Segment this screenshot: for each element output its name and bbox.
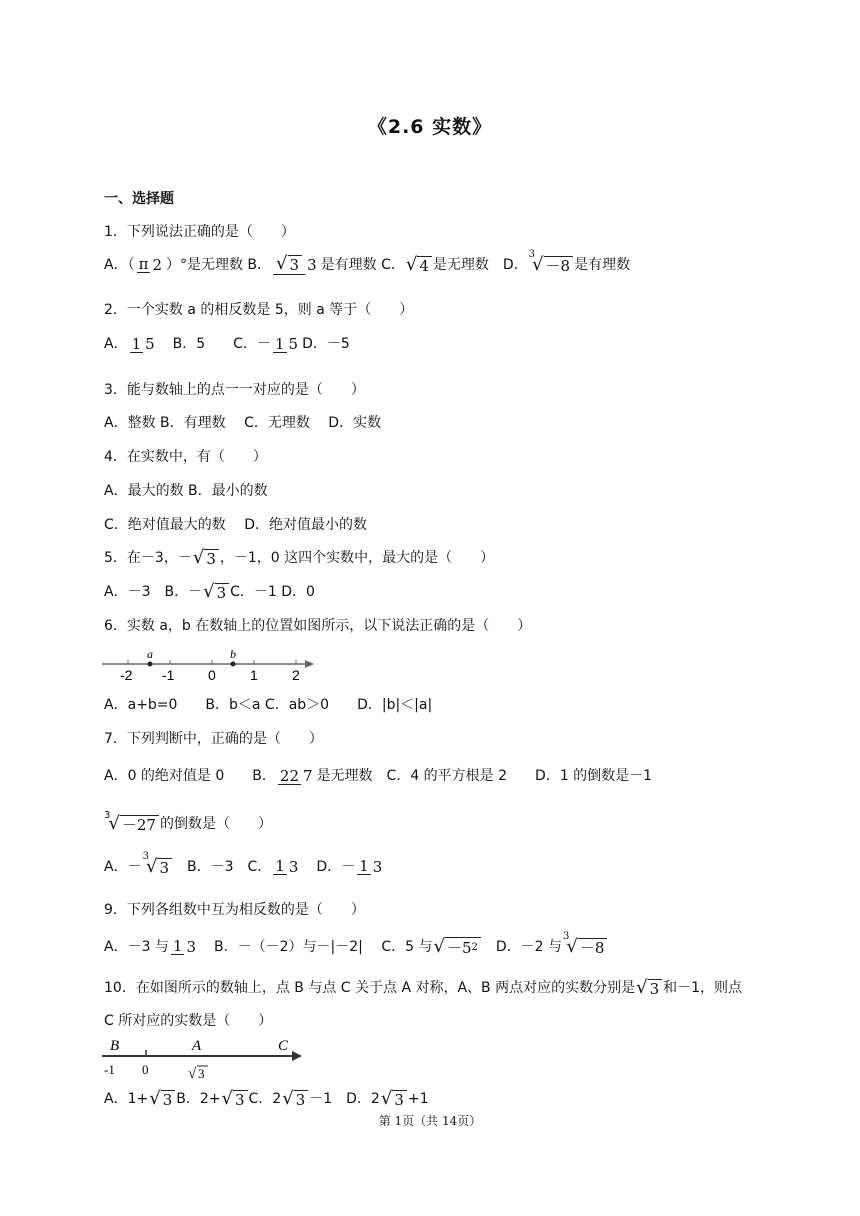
- q9-stem: 9．下列各组数中互为相反数的是（ ）: [104, 902, 365, 918]
- q8-stem: 3√ －27 的倒数是（ ）: [104, 809, 272, 834]
- fraction-1-3: 1 3: [172, 937, 197, 956]
- sqrt-3: √ 3: [282, 1088, 308, 1109]
- svg-text:2: 2: [292, 667, 300, 683]
- svg-text:-1: -1: [162, 667, 175, 683]
- svg-text:a: a: [147, 647, 153, 661]
- svg-text:A: A: [192, 1038, 202, 1054]
- q2-stem: 2．一个实数 a 的相反数是 5，则 a 等于（ ）: [104, 302, 414, 318]
- svg-text:0: 0: [142, 1062, 149, 1077]
- fraction-1-5-neg: 1 5: [274, 334, 299, 354]
- q6-stem: 6．实数 a，b 在数轴上的位置如图所示，以下说法正确的是（ ）: [104, 618, 532, 634]
- q10-number-line: [100, 1038, 310, 1084]
- svg-text:1: 1: [250, 667, 258, 683]
- page-footer: 第 1页（共 14页）: [378, 1114, 482, 1128]
- q5-options: A．－3 B．－√ 3 C．－1 D．0: [104, 581, 315, 602]
- cuberoot-neg8: 3√ －8: [529, 254, 573, 275]
- q10-stem-1: 10．在如图所示的数轴上，点 B 与点 C 关于点 A 对称，A、B 两点对应的实数分别是√ 3 和－1，则点: [104, 977, 743, 998]
- q4-options-2: C．绝对值最大的数 D．绝对值最小的数: [104, 517, 368, 533]
- sqrt-4: √ 4: [406, 254, 432, 275]
- q2-options: A． 1 5 B．5 C．－ 1 5D．－5: [104, 334, 350, 354]
- page-title: 《2.6 实数》: [367, 116, 493, 138]
- q9-options: A．－3 与 1 3 B．－（－2）与－|－2| C．5 与√ －52 D．－2 与3√ －8: [104, 936, 608, 957]
- svg-text:b: b: [230, 647, 236, 661]
- fraction-1-5: 1 5: [131, 334, 155, 354]
- q1-options: A．（ π 2 ）°是无理数 B． √ 3 3 是有理数 C．√ 4 是无理数 D．3√ －8 是有理数: [104, 249, 631, 275]
- cuberoot-neg8: 3√ －8: [563, 936, 607, 957]
- q10-options: A．1+√ 3 B．2+√ 3 C．2√ 3 －1 D．2√ 3 +1: [104, 1088, 429, 1109]
- cuberoot-3: 3√ 3: [143, 856, 172, 877]
- svg-text:C: C: [278, 1038, 289, 1054]
- sqrt3-over-3: √ 3 3: [273, 254, 319, 275]
- fraction-22-7: 22 7: [279, 766, 313, 786]
- q3-options: A．整数 B．有理数 C．无理数 D．实数: [104, 415, 382, 431]
- section-heading: 一、选择题: [104, 191, 174, 207]
- svg-text:-1: -1: [104, 1062, 115, 1077]
- q10-stem-2: C 所对应的实数是（ ）: [104, 1013, 273, 1029]
- sqrt-3: √ 3: [203, 581, 229, 602]
- sqrt-3: √ 3: [222, 1088, 248, 1109]
- sqrt-3: √ 3: [193, 547, 219, 568]
- sqrt-neg5-squared: √ －52: [433, 936, 480, 957]
- svg-text:B: B: [110, 1038, 120, 1054]
- svg-text:-2: -2: [120, 667, 133, 683]
- sqrt-3: √ 3: [149, 1088, 175, 1109]
- sqrt-3: √ 3: [381, 1088, 407, 1109]
- cuberoot-neg27: √ －27: [108, 813, 159, 834]
- q7-options: A．0 的绝对值是 0 B． 22 7 是无理数 C．4 的平方根是 2 D．1 的倒数是－1: [104, 766, 653, 786]
- pi-over-2: π 2: [138, 255, 162, 274]
- q3-stem: 3．能与数轴上的点一一对应的是（ ）: [104, 382, 365, 398]
- fraction-1-3-neg: 1 3: [359, 857, 383, 876]
- q6-number-line: [100, 646, 320, 686]
- svg-text:3: 3: [198, 1066, 205, 1081]
- q4-stem: 4．在实数中，有（ ）: [104, 449, 267, 465]
- q8-options: A．－3√ 3 B．－3 C． 1 3 D．－ 1 3: [104, 851, 383, 877]
- svg-text:√: √: [188, 1066, 197, 1082]
- q5-stem: 5．在－3，－√ 3 ，－1，0 这四个实数中，最大的是（ ）: [104, 547, 495, 568]
- q4-options-1: A．最大的数 B．最小的数: [104, 483, 268, 499]
- svg-text:0: 0: [208, 667, 216, 683]
- q6-options: A．a+b=0 B．b＜a C．ab＞0 D．|b|＜|a|: [104, 697, 433, 713]
- q1-stem: 1．下列说法正确的是（ ）: [104, 224, 295, 240]
- q7-stem: 7．下列判断中，正确的是（ ）: [104, 731, 323, 747]
- sqrt-3: √ 3: [636, 977, 662, 998]
- fraction-1-3: 1 3: [275, 857, 299, 876]
